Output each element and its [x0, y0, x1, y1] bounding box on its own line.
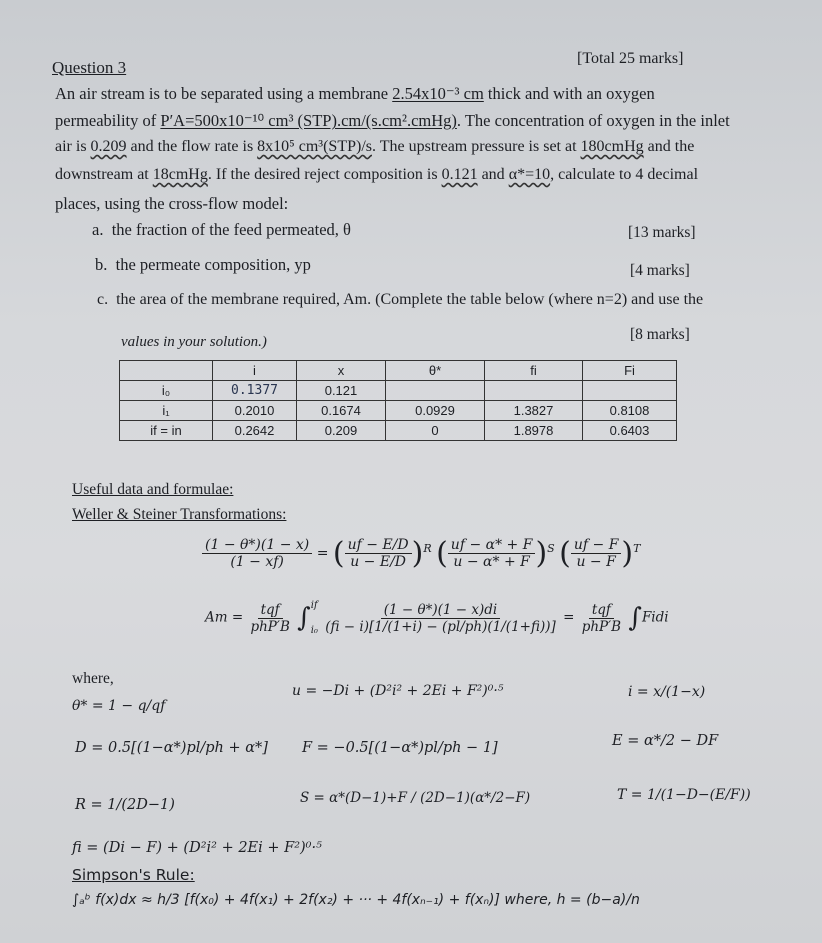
- D-formula: D = 0.5[(1−α*)pl/ph + α*]: [75, 740, 268, 756]
- am-rhs-num: tqf: [589, 602, 614, 619]
- item-b-marks: [4 marks]: [630, 262, 690, 279]
- table-cell: 0.209: [297, 421, 386, 441]
- text-segment: air is: [55, 138, 91, 155]
- table-cell: 0.6403: [583, 421, 677, 441]
- am-limits: [311, 600, 318, 636]
- text-segment: . The upstream pressure is set at: [372, 138, 581, 155]
- table-cell: 0.2642: [213, 421, 297, 441]
- table-cell-handwritten: 0.1377: [213, 381, 297, 401]
- useful-heading: Useful data and formulae:: [72, 481, 234, 498]
- item-text: the fraction of the feed permeated, θ: [111, 220, 351, 239]
- eq1-lhs: [202, 537, 312, 570]
- table-cell: 0.0929: [386, 401, 485, 421]
- am-limit-bottom: i₀: [310, 625, 318, 636]
- am-rhs-integrand: Fidi: [641, 609, 669, 626]
- text-segment: An air stream is to be separated using a membrane: [55, 84, 393, 103]
- am-coef-den: phP′B: [250, 618, 290, 635]
- am-int-den: (fi − i)[1/(1+i) − (pl/ph)(1/(1+fi))]: [325, 618, 556, 635]
- question-title: Question 3: [52, 58, 127, 77]
- eq1-term-3: [571, 537, 622, 570]
- table-header-cell: i: [213, 361, 297, 381]
- eq1-exp-T: T: [633, 541, 641, 555]
- table-cell: 0: [386, 421, 485, 441]
- text-segment: , calculate to 4 decimal: [550, 166, 699, 183]
- eq1-t1-den: u − E/D: [350, 554, 407, 570]
- total-marks: [Total 25 marks]: [577, 50, 684, 67]
- simpson-heading: Simpson's Rule:: [72, 866, 195, 884]
- table-cell: i₀: [120, 381, 213, 401]
- problem-line-1: [55, 84, 655, 104]
- item-c-marks: [8 marks]: [630, 326, 690, 343]
- am-limit-top: if: [310, 600, 318, 611]
- item-a: [92, 220, 351, 240]
- table-cell: i₁: [120, 401, 213, 421]
- F-formula: F = −0.5[(1−α*)pl/ph − 1]: [302, 740, 498, 756]
- table-header-cell: x: [297, 361, 386, 381]
- fi-formula: fi = (Di − F) + (D²i² + 2Ei + F²)⁰·⁵: [72, 840, 322, 856]
- table-header-cell: [120, 361, 213, 381]
- problem-line-3: [55, 138, 694, 156]
- table-row: [120, 401, 677, 421]
- eq1-t1-num: uf − E/D: [345, 537, 412, 554]
- eq1-exp-R: R: [423, 541, 432, 555]
- upstream-pressure: 180cmHg: [580, 138, 644, 155]
- table-cell: 0.1674: [297, 401, 386, 421]
- T-formula: T = 1/(1−D−(E/F)): [617, 787, 751, 803]
- item-b: [95, 255, 311, 275]
- item-text: the area of the membrane required, Am. (Complete the table below (where n=2) and use the: [116, 291, 704, 308]
- table-cell: [583, 381, 677, 401]
- text-segment: . The concentration of oxygen in the inlet: [456, 111, 730, 130]
- area-equation: Am = $\frac{\text{tqf}}{\text{phP′B}}$ ∫ if i₀ $\frac{(1 - \theta*)(1 - x)di}{(fi - i)[1/(1+i) - (pl/ph)(1/(1+fi))]}$ = $\frac{\text{tqf}}{\text{phP′B}}$ ∫Fidi: [205, 600, 669, 636]
- text-segment: and the flow rate is: [126, 138, 258, 155]
- table-cell: 0.121: [297, 381, 386, 401]
- reject-composition: 0.121: [441, 166, 478, 183]
- text-segment: . If the desired reject composition is: [207, 166, 442, 183]
- problem-line-4: [55, 166, 698, 184]
- table-cell: [485, 381, 583, 401]
- am-coef: [247, 602, 292, 635]
- table-cell: if = in: [120, 421, 213, 441]
- theta-star-formula: θ* = 1 − q/qf: [72, 698, 166, 714]
- item-a-marks: [13 marks]: [628, 224, 696, 241]
- eq1-term-2: [448, 537, 536, 570]
- membrane-thickness: 2.54x10⁻³ cm: [392, 84, 484, 103]
- am-rhs-den: phP′B: [581, 618, 622, 635]
- text-segment: permeability of: [55, 111, 161, 130]
- eq1-t3-num: uf − F: [571, 537, 622, 554]
- flow-rate: 8x10⁵ cm³(STP)/s: [257, 138, 372, 155]
- i-formula: i = x/(1−x): [628, 684, 706, 700]
- eq1-lhs-num: (1 − θ*)(1 − x): [202, 537, 312, 554]
- table-row: [120, 381, 677, 401]
- item-text: the permeate composition, yp: [115, 255, 311, 274]
- item-letter: b.: [95, 255, 108, 274]
- weller-heading: Weller & Steiner Transformations:: [72, 506, 287, 523]
- weller-equation: $\frac{(1 - \theta*)(1 - x)}{(1 - xf)}$ = ( $\frac{uf - E/D}{u - E/D}$ )$^R$ ( $\frac{uf - \alpha* + F}{u - \alpha* + F}$ )$^S$ ( $\frac{uf - F}{u - F}$ )$^T$: [202, 536, 640, 571]
- am-rhs-coef: [579, 602, 624, 635]
- eq1-t2-den: u − α* + F: [453, 554, 530, 570]
- table-header-cell: fi: [485, 361, 583, 381]
- table-header-row: [120, 361, 677, 381]
- downstream-pressure: 18cmHg: [152, 166, 208, 183]
- integral-sign: ∫: [628, 603, 642, 633]
- S-formula: S = α*(D−1)+F / (2D−1)(α*/2−F): [300, 790, 531, 806]
- am-lhs: Am =: [205, 609, 244, 626]
- eq1-term-1: [345, 537, 412, 570]
- simpson-rule: ∫ₐᵇ f(x)dx ≈ h/3 [f(x₀) + 4f(x₁) + 2f(x₂) + ··· + 4f(xₙ₋₁) + f(xₙ)] where, h = (b−a)/n: [72, 892, 640, 908]
- table-header-cell: Fi: [583, 361, 677, 381]
- table-cell: 1.3827: [485, 401, 583, 421]
- item-letter: c.: [97, 291, 109, 308]
- eq1-t2-num: uf − α* + F: [448, 537, 536, 554]
- eq1-exp-S: S: [547, 541, 555, 555]
- table-cell: [386, 381, 485, 401]
- item-c-line-2: values in your solution.): [121, 334, 267, 350]
- problem-line-2: [55, 111, 730, 131]
- table-cell: 1.8978: [485, 421, 583, 441]
- inlet-concentration: 0.209: [90, 138, 127, 155]
- problem-line-5: places, using the cross-flow model:: [55, 194, 289, 213]
- u-formula: u = −Di + (D²i² + 2Ei + F²)⁰·⁵: [292, 683, 504, 699]
- text-segment: and the: [643, 138, 695, 155]
- table-cell: 0.2010: [213, 401, 297, 421]
- alpha-star: α*=10: [508, 166, 551, 183]
- am-coef-num: tqf: [258, 602, 283, 619]
- item-c: [97, 291, 703, 309]
- am-int-num: (1 − θ*)(1 − x)di: [381, 602, 500, 619]
- eq1-t3-den: u − F: [576, 554, 616, 570]
- text-segment: and: [477, 166, 509, 183]
- eq1-lhs-den: (1 − xf): [230, 554, 284, 570]
- data-table: [119, 360, 677, 441]
- integral-sign: ∫: [297, 603, 311, 633]
- table-header-cell: θ*: [386, 361, 485, 381]
- am-integrand: [322, 602, 559, 635]
- E-formula: E = α*/2 − DF: [612, 733, 719, 749]
- table-cell: 0.8108: [583, 401, 677, 421]
- item-letter: a.: [92, 220, 104, 239]
- table-row: [120, 421, 677, 441]
- text-segment: thick and with an oxygen: [483, 84, 655, 103]
- R-formula: R = 1/(2D−1): [75, 797, 175, 813]
- text-segment: downstream at: [55, 166, 153, 183]
- oxygen-permeability: P′A=500x10⁻¹⁰ cm³ (STP).cm/(s.cm².cmHg): [160, 111, 457, 130]
- where-label: where,: [72, 670, 114, 687]
